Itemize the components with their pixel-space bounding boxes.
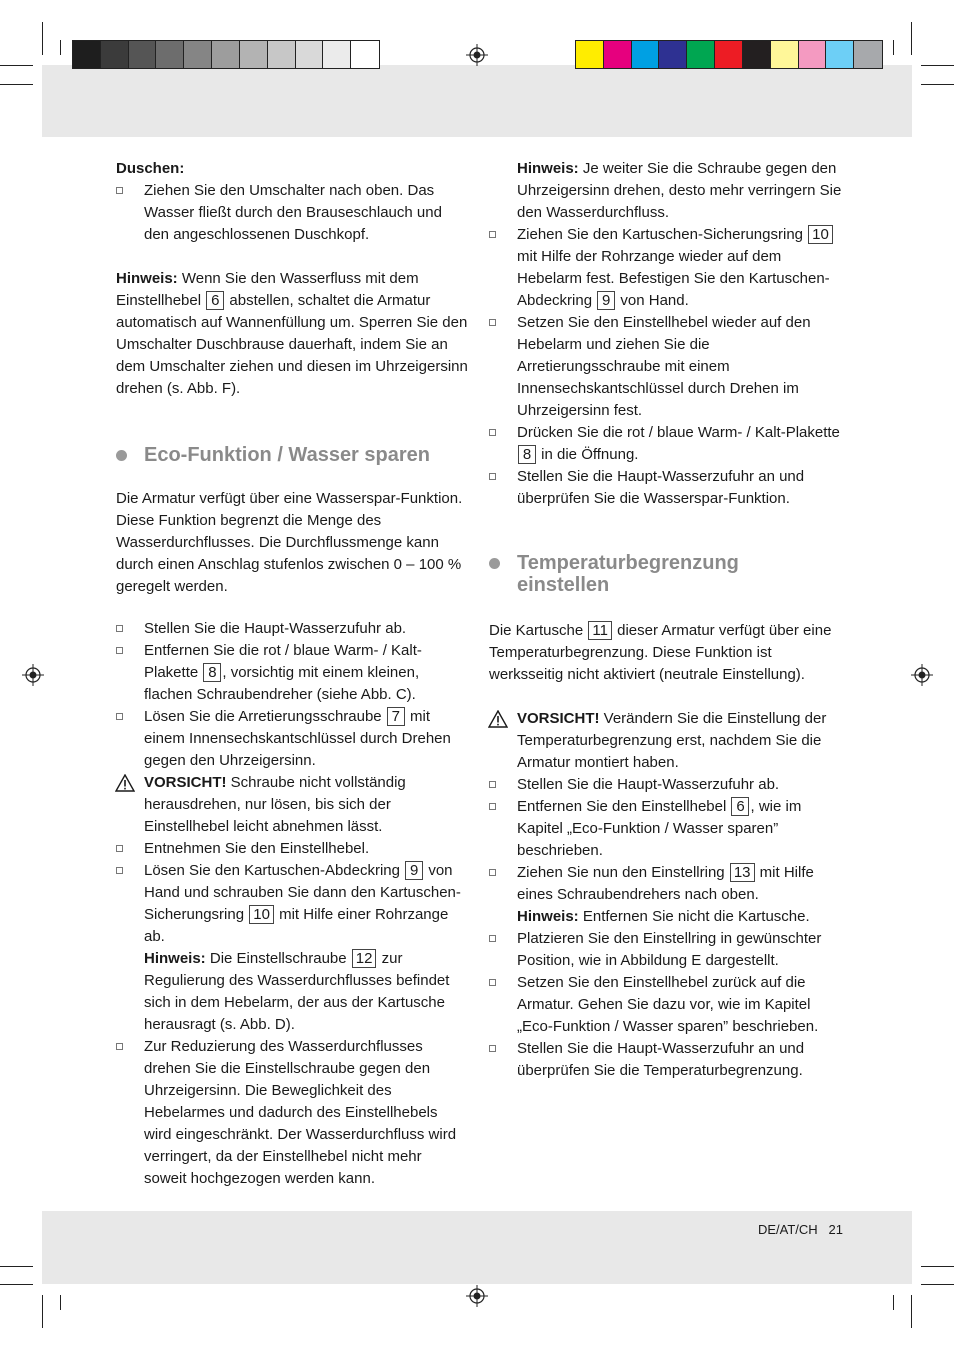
color-swatch [826, 41, 854, 68]
part-number-box: 6 [731, 797, 749, 816]
color-swatch [184, 41, 212, 68]
checkbox-bullet-icon [116, 713, 123, 720]
part-number-box: 10 [249, 905, 274, 924]
checkbox-bullet-icon [489, 473, 496, 480]
text-run: Verändern Sie die Einstellung der Temperaturbegrenzung erst, nachdem Sie die Armatur montiert haben. [517, 710, 827, 771]
grayscale-color-bar [72, 40, 380, 69]
checkbox-bullet-icon [489, 429, 496, 436]
text-run: Lösen Sie den Kartuschen-Abdeckring [144, 862, 405, 879]
checkbox-bullet-icon [489, 231, 496, 238]
bullet-dot-icon [116, 450, 127, 461]
text-run: Ziehen Sie nun den Einstellring [517, 864, 729, 881]
text-run: Entfernen Sie nicht die Kartusche. [578, 908, 810, 925]
text-run: , wie im Kapitel „Eco-Funktion / Wasser sparen” beschrieben. [517, 798, 802, 859]
checkbox-bullet-icon [489, 1045, 496, 1052]
checkbox-bullet-icon [489, 935, 496, 942]
text-run: von Hand. [616, 292, 689, 309]
list-item [489, 312, 843, 422]
list-item [116, 838, 468, 860]
crop-mark [921, 84, 954, 85]
text-run: Entfernen Sie die rot / blaue Warm- / Kalt-Plakette [144, 642, 422, 681]
part-number-box: 9 [405, 861, 423, 880]
section-heading-eco [116, 444, 468, 466]
list-item [116, 860, 468, 1036]
registration-mark-icon [466, 44, 488, 66]
color-swatch [632, 41, 660, 68]
warning-triangle-icon [115, 774, 135, 792]
text-run: dieser Armatur verfügt über eine Temperaturbegrenzung. Diese Funktion ist werksseitig nicht aktiviert (neutrale Einstellung). [489, 622, 832, 683]
footer-locale: DE/AT/CH [757, 1222, 818, 1237]
eco-intro: Die Armatur verfügt über eine Wasserspar-Funktion. Diese Funktion begrenzt die Menge des Wasserdurchflusses. Die Durchflussmenge kann durch einen Anschlag stufenlos zwischen 0 – 100 % geregelt werden. [116, 490, 463, 595]
list-item [116, 180, 468, 246]
text-run: Die Einstellschraube [205, 950, 351, 967]
list-item-text: Stellen Sie die Haupt-Wasserzufuhr an und überprüfen Sie die Temperaturbegrenzung. [517, 1040, 805, 1079]
list-item [489, 928, 843, 972]
list-item-text: Setzen Sie den Einstellhebel zurück auf die Armatur. Gehen Sie dazu vor, wie im Kapitel „Eco-Funktion / Wasser sparen” beschrieben. [517, 974, 819, 1035]
color-swatch [351, 41, 379, 68]
text-run: abstellen, schaltet die Armatur automatisch auf Wannenfüllung um. Sperren Sie den Umschalter Duschbrause dauerhaft, indem Sie an dem Umschalter ziehen und diesen im Uhrzeigersinn drehen (s. Abb. F). [116, 292, 468, 397]
checkbox-bullet-icon [489, 319, 496, 326]
checkbox-bullet-icon [116, 647, 123, 654]
hinweis-label: Hinweis: [517, 160, 579, 177]
crop-mark [0, 1284, 33, 1285]
color-swatch [576, 41, 604, 68]
text-run: Lösen Sie die Arretierungsschraube [144, 708, 386, 725]
caution-label: VORSICHT! [144, 774, 227, 791]
part-number-box: 6 [206, 291, 224, 310]
text-run: zur Regulierung des Wasserdurchflusses befindet sich in dem Hebelarm, der aus der Kartusche herausragt (s. Abb. D). [144, 950, 450, 1033]
list-item [489, 972, 843, 1038]
part-number-box: 13 [730, 863, 755, 882]
color-swatch [268, 41, 296, 68]
page-footer [700, 1221, 843, 1239]
part-number-box: 10 [808, 225, 833, 244]
temp-intro [489, 620, 843, 686]
crop-mark [0, 65, 33, 66]
list-item-text: Stellen Sie die Haupt-Wasserzufuhr ab. [144, 620, 407, 637]
text-run: in die Öffnung. [537, 446, 639, 463]
heading-text: Eco-Funktion / Wasser sparen [144, 444, 430, 466]
color-swatch [212, 41, 240, 68]
color-swatch [687, 41, 715, 68]
heading-text: Temperaturbegrenzung [517, 552, 739, 574]
registration-mark-icon [911, 664, 933, 686]
process-color-bar [575, 40, 883, 69]
color-swatch [771, 41, 799, 68]
part-number-box: 11 [588, 621, 612, 640]
list-item [489, 224, 843, 312]
checkbox-bullet-icon [489, 803, 496, 810]
color-swatch [101, 41, 129, 68]
color-swatch [715, 41, 743, 68]
checkbox-bullet-icon [116, 1043, 123, 1050]
checkbox-bullet-icon [116, 867, 123, 874]
color-swatch [604, 41, 632, 68]
left-column [116, 158, 468, 1190]
crop-mark [911, 1295, 912, 1328]
color-swatch [659, 41, 687, 68]
color-swatch [156, 41, 184, 68]
list-item [116, 640, 468, 706]
list-item-text: Setzen Sie den Einstellhebel wieder auf den Hebelarm und ziehen Sie die Arretierungsschraube mit einem Innensechskantschlüssel durch Drehen im Uhrzeigersinn fest. [517, 314, 811, 419]
crop-mark [921, 1266, 954, 1267]
color-swatch [240, 41, 268, 68]
color-swatch [129, 41, 157, 68]
crop-mark [921, 1284, 954, 1285]
list-item [116, 1036, 468, 1190]
text-run: Die Kartusche [489, 622, 588, 639]
hinweis-label: Hinweis: [517, 908, 579, 925]
text-run: , vorsichtig mit einem kleinen, flachen Schraubendreher (siehe Abb. C). [144, 664, 420, 703]
top-gray-band [42, 65, 912, 137]
text-run: Entfernen Sie den Einstellhebel [517, 798, 731, 815]
duschen-title: Duschen: [116, 160, 185, 177]
crop-mark [42, 1295, 43, 1328]
list-item-text: Entnehmen Sie den Einstellhebel. [144, 840, 370, 857]
checkbox-bullet-icon [489, 781, 496, 788]
part-number-box: 8 [518, 445, 536, 464]
crop-mark [893, 1295, 894, 1310]
caution-item [489, 708, 843, 774]
list-item [489, 422, 843, 466]
list-item [489, 466, 843, 510]
list-item-text: Stellen Sie die Haupt-Wasserzufuhr ab. [517, 776, 780, 793]
list-item [489, 796, 843, 862]
part-number-box: 12 [352, 949, 377, 968]
crop-mark [921, 65, 954, 66]
section-heading-temperature [489, 552, 843, 596]
registration-mark-icon [22, 664, 44, 686]
text-run: Schraube nicht vollständig herausdrehen, nur lösen, bis sich der Einstellhebel leicht abnehmen lässt. [144, 774, 406, 835]
crop-mark [0, 1266, 33, 1267]
crop-mark [0, 84, 33, 85]
caution-label: VORSICHT! [517, 710, 600, 727]
color-swatch [73, 41, 101, 68]
color-swatch [743, 41, 771, 68]
warning-triangle-icon [488, 710, 508, 728]
text-run: mit Hilfe eines Schraubendrehers nach oben. [517, 864, 814, 903]
list-item [489, 862, 843, 928]
part-number-box: 8 [203, 663, 221, 682]
heading-text: einstellen [517, 574, 610, 596]
part-number-box: 7 [387, 707, 405, 726]
color-swatch [799, 41, 827, 68]
text-run: Ziehen Sie den Kartuschen-Sicherungsring [517, 226, 808, 243]
list-item-text: Zur Reduzierung des Wasserdurchflusses drehen Sie die Einstellschraube gegen den Uhrzeigersinn. Die Beweglichkeit des Hebelarmes und dadurch des Einstellhebels wird eingeschränkt. Der Wasserdurchfluss wird verringert, da der Einstellhebel nicht mehr soweit hochgezogen werden kann. [144, 1038, 457, 1187]
list-item [489, 1038, 843, 1082]
list-item [116, 706, 468, 772]
text-run: von Hand und schrauben Sie dann den Kartuschen-Sicherungsring [144, 862, 461, 923]
part-number-box: 9 [597, 291, 615, 310]
text-run: Wenn Sie den Wasserfluss mit dem Einstellhebel [116, 270, 419, 309]
hinweis-label: Hinweis: [144, 950, 206, 967]
list-item-text: Platzieren Sie den Einstellring in gewünschter Position, wie in Abbildung E dargestellt. [517, 930, 822, 969]
registration-mark-icon [466, 1285, 488, 1307]
crop-mark [42, 22, 43, 55]
right-column [489, 158, 843, 1082]
crop-mark [60, 1295, 61, 1310]
text-run: Je weiter Sie die Schraube gegen den Uhrzeigersinn drehen, desto mehr verringern Sie den Wasserdurchfluss. [517, 160, 842, 221]
hinweis-paragraph [489, 158, 843, 224]
color-swatch [296, 41, 324, 68]
checkbox-bullet-icon [116, 625, 123, 632]
crop-mark [911, 22, 912, 55]
crop-mark [60, 40, 61, 55]
hinweis-paragraph [116, 268, 468, 400]
text-run: mit einem Innensechskantschlüssel durch Drehen gegen den Uhrzeigersinn. [144, 708, 451, 769]
checkbox-bullet-icon [116, 187, 123, 194]
list-item-text: Stellen Sie die Haupt-Wasserzufuhr an und überprüfen Sie die Wasserspar-Funktion. [517, 468, 805, 507]
text-run: Drücken Sie die rot / blaue Warm- / Kalt-Plakette [517, 424, 840, 441]
text-run: mit Hilfe der Rohrzange wieder auf dem Hebelarm fest. Befestigen Sie den Kartuschen-Abdeckring [517, 248, 830, 309]
color-swatch [323, 41, 351, 68]
list-item [489, 774, 843, 796]
text-run: mit Hilfe einer Rohrzange ab. [144, 906, 449, 945]
bullet-dot-icon [489, 558, 500, 569]
hinweis-label: Hinweis: [116, 270, 178, 287]
caution-item [116, 772, 468, 838]
list-item-text: Ziehen Sie den Umschalter nach oben. Das Wasser fließt durch den Brauseschlauch und den angeschlossenen Duschkopf. [144, 182, 442, 243]
checkbox-bullet-icon [489, 869, 496, 876]
crop-mark [893, 40, 894, 55]
list-item [116, 618, 468, 640]
color-swatch [854, 41, 882, 68]
page-number: 21 [828, 1222, 843, 1237]
checkbox-bullet-icon [489, 979, 496, 986]
checkbox-bullet-icon [116, 845, 123, 852]
